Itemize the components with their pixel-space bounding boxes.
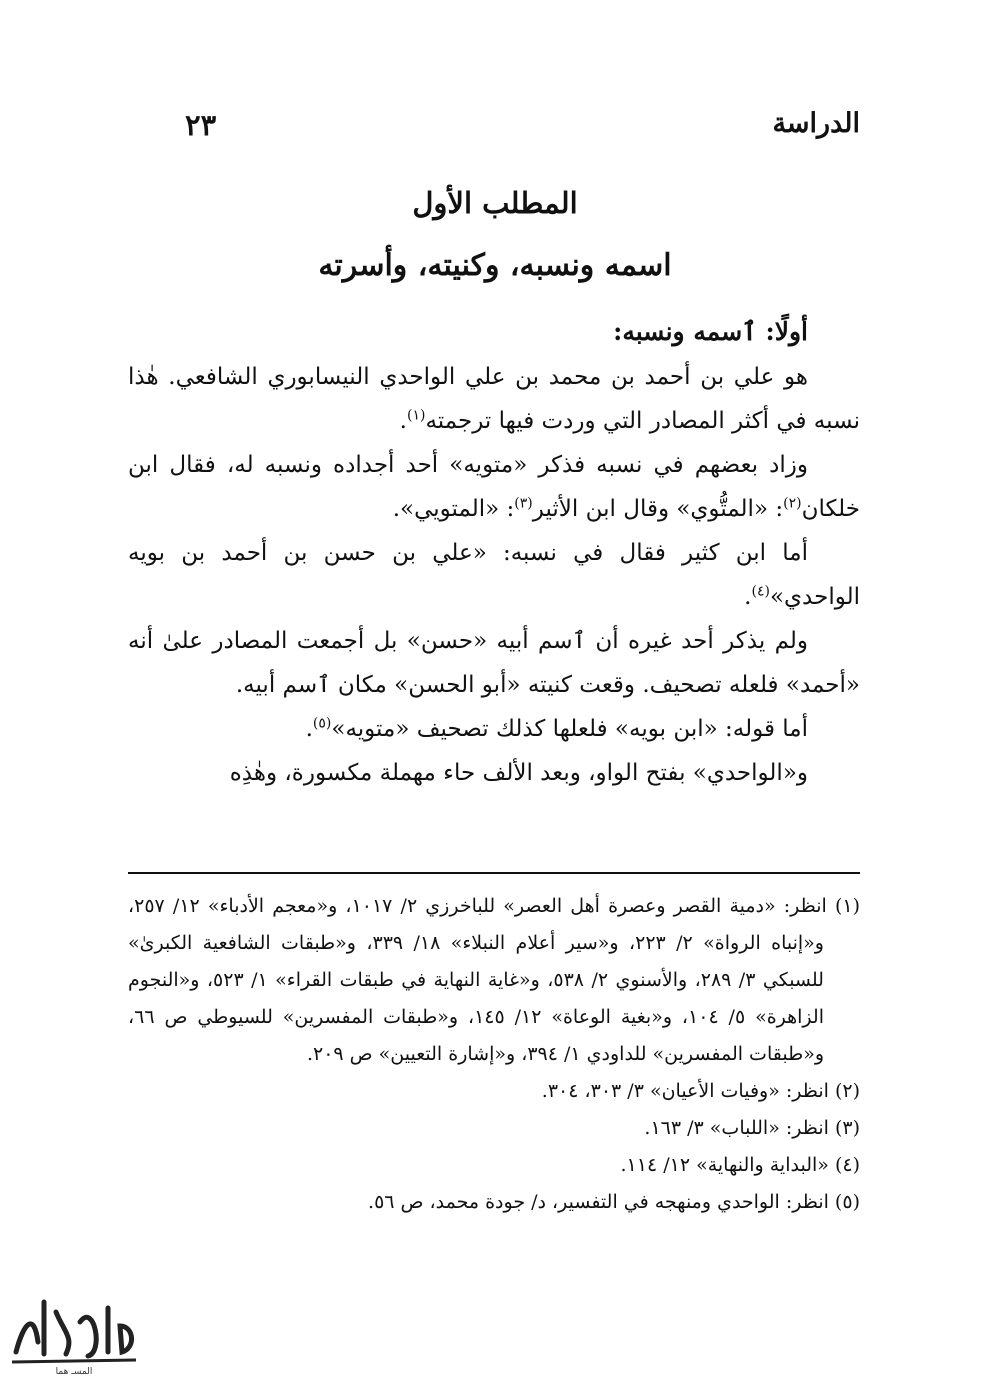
paragraph-additions: وزاد بعضهم في نسبه فذكر «متويه» أحد أجداده ونسبه له، فقال ابن خلكان$^{(٢)}$: «المتُّوي» وقال ابن الأثير$^{(٣)}$: «المتويي». <box>128 452 860 522</box>
paragraph-wahidi: و«الواحدي» بفتح الواو، وبعد الألف حاء مهملة مكسورة، وهٰذِه <box>229 760 808 786</box>
body-text <box>128 310 860 795</box>
running-header-section: الدراسة <box>772 108 860 139</box>
section-subtitle: اسمه ونسبه، وكنيته، وأسرته <box>318 248 672 283</box>
footnote-3: (٣) انظر: «اللباب» ٣/ ١٦٣. <box>644 1117 860 1139</box>
chapter-title: المطلب الأول <box>412 186 578 220</box>
footnote-ref: (٤) <box>751 583 770 600</box>
paragraph-name: هو علي بن أحمد بن محمد بن علي الواحدي النيسابوري الشافعي. هٰذا نسبه في أكثر المصادر التي وردت فيها ترجمته$^{(١)}$. <box>128 364 860 434</box>
footnote-5: (٥) انظر: الواحدي ومنهجه في التفسير، د/ جودة محمد، ص ٥٦. <box>368 1191 860 1213</box>
footnote-2: (٢) انظر: «وفيات الأعيان» ٣/ ٣٠٣، ٣٠٤. <box>541 1080 860 1102</box>
page-number: ٢٣ <box>185 108 217 142</box>
page-header <box>130 108 860 148</box>
calligraphy-stamp-logo <box>4 1282 144 1378</box>
footnotes <box>128 888 860 1221</box>
footnote-ref: (٣) <box>514 495 533 512</box>
paragraph-ibn-kathir: أما ابن كثير فقال في نسبه: «علي بن حسن بن أحمد بن بويه الواحدي»$^{(٤)}$. <box>128 540 860 610</box>
footnote-4: (٤) «البداية والنهاية» ١٢/ ١١٤. <box>620 1154 860 1176</box>
section-heading: أولًا: ٱسمه ونسبه: <box>613 317 808 346</box>
footnote-ref: (٥) <box>312 715 332 732</box>
stamp-text: المسـ هما <box>55 1367 93 1377</box>
paragraph-father-name: ولم يذكر أحد غيره أن ٱسم أبيه «حسن» بل أجمعت المصادر علىٰ أنه «أحمد» فلعله تصحيف. وقعت كنيته «أبو الحسن» مكان ٱسم أبيه. <box>128 628 860 698</box>
paragraph-ibn-buwayh: أما قوله: «ابن بويه» فلعلها كذلك تصحيف «متويه»$^{(٥)}$. <box>305 715 808 742</box>
footnote-1: (١) انظر: «دمية القصر وعصرة أهل العصر» للباخرزي ٢/ ١٠١٧، و«معجم الأدباء» ١٢/ ٢٥٧، و«إنباه الرواة» ٢/ ٢٢٣، و«سير أعلام النبلاء» ١٨/ ٣٣٩، و«طبقات الشافعية الكبرىٰ» للسبكي ٣/ ٢٨٩، والأسنوي ٢/ ٥٣٨، و«غاية النهاية في طبقات القراء» ١/ ٥٢٣، و«النجوم الزاهرة» ٥/ ١٠٤، و«بغية الوعاة» ١٢/ ١٤٥، و«طبقات المفسرين» للسيوطي ص ٦٦، و«طبقات المفسرين» للداودي ١/ ٣٩٤، و«إشارة التعيين» ص ٢٠٩. <box>128 895 860 1065</box>
footnote-ref: (١) <box>406 407 426 424</box>
footnote-ref: (٢) <box>783 495 802 512</box>
footnote-divider <box>128 872 860 874</box>
